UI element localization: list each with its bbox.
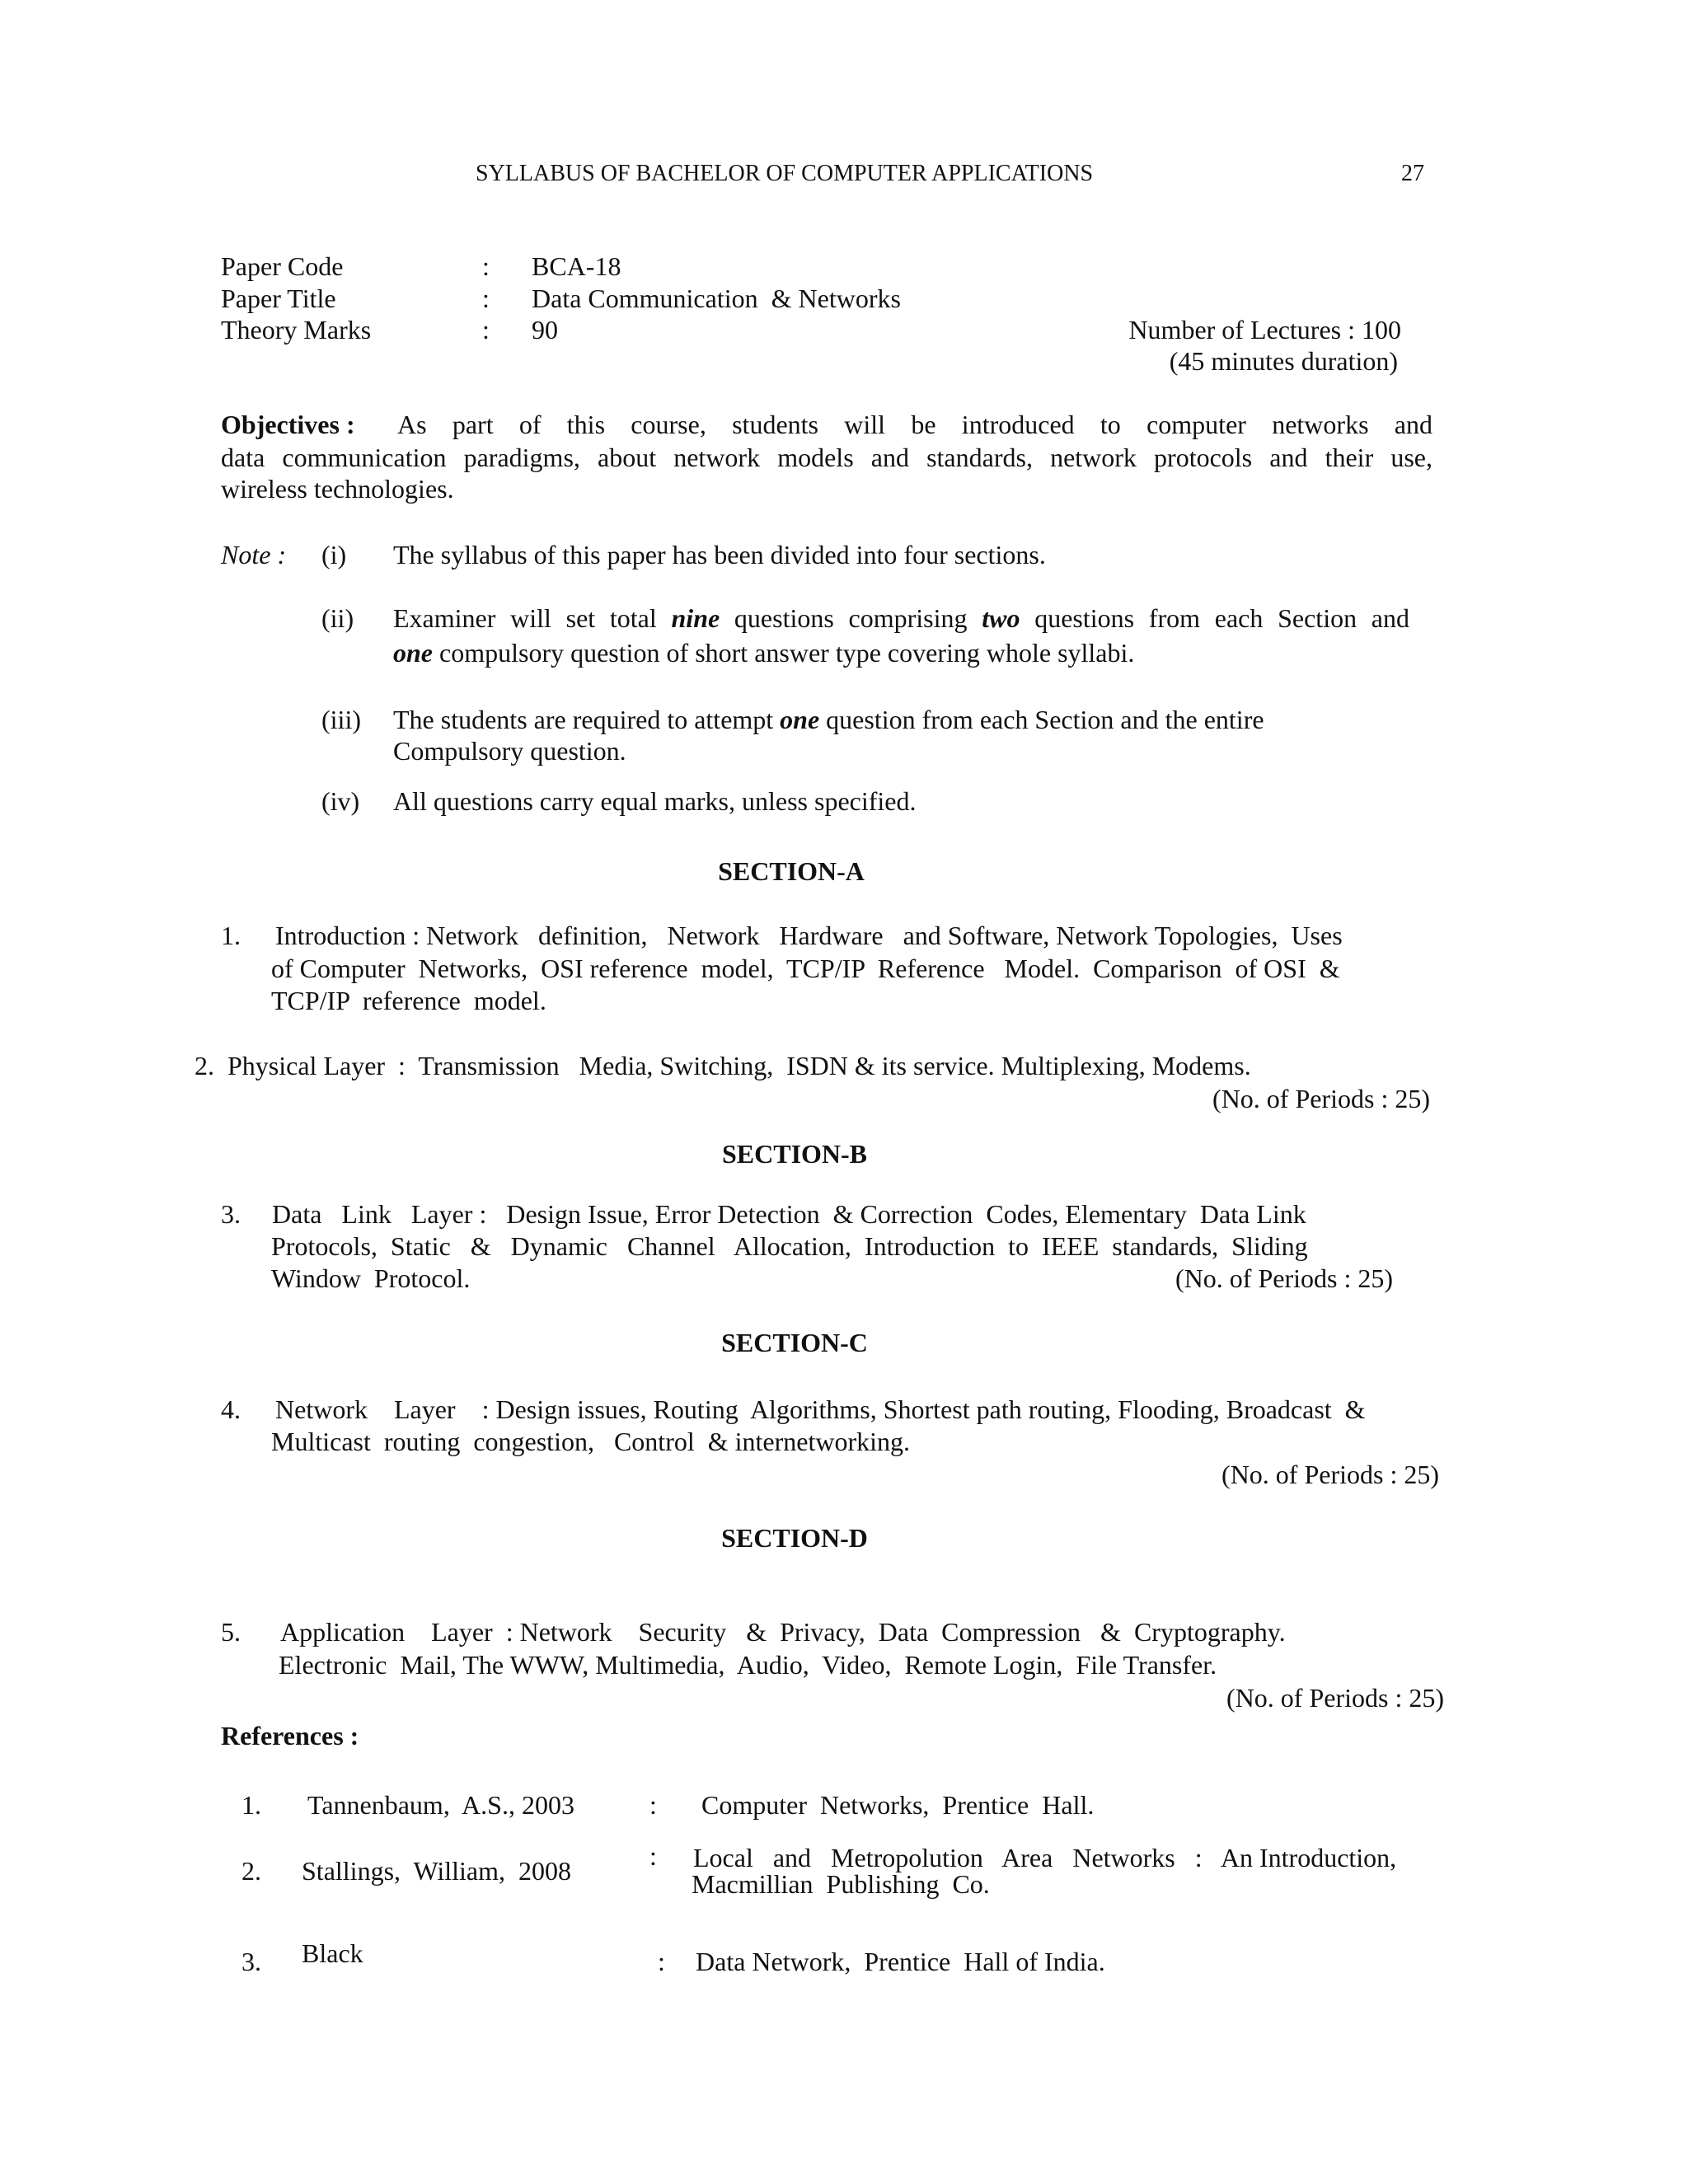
item-5-line-1: Application Layer : Network Security & Privacy, Data Compression & Cryptography. [280, 1617, 1286, 1647]
reference-3-title: Data Network, Prentice Hall of India. [696, 1947, 1105, 1976]
number-of-lectures: Number of Lectures : 100 [1128, 315, 1401, 344]
item-3-line-3: Window Protocol. [271, 1263, 471, 1293]
reference-1-number: 1. [241, 1790, 261, 1820]
reference-2-separator: : [649, 1841, 657, 1871]
paper-code-separator: : [482, 251, 490, 281]
paper-code-value: BCA-18 [532, 251, 621, 281]
item-1-line-2: of Computer Networks, OSI reference model, TCP/IP Reference Model. Comparison of OSI & [271, 954, 1340, 983]
theory-marks-label: Theory Marks [221, 315, 372, 344]
section-d-heading: SECTION-D [721, 1523, 868, 1553]
theory-marks-value: 90 [532, 315, 558, 344]
note-ii-number: (ii) [321, 603, 354, 633]
lecture-duration: (45 minutes duration) [1169, 346, 1398, 376]
running-header-title: SYLLABUS OF BACHELOR OF COMPUTER APPLICATIONS [476, 161, 1094, 186]
reference-1-title: Computer Networks, Prentice Hall. [701, 1790, 1095, 1820]
item-1-number: 1. [221, 921, 241, 950]
objectives-label: Objectives : [221, 410, 355, 439]
item-5-periods: (No. of Periods : 25) [1226, 1683, 1444, 1713]
note-iv-text: All questions carry equal marks, unless specified. [393, 786, 917, 816]
theory-marks-separator: : [482, 315, 490, 344]
note-i-number: (i) [321, 540, 347, 569]
item-4-periods: (No. of Periods : 25) [1221, 1460, 1439, 1489]
objectives-line-1: As part of this course, students will be introduced to computer networks and [397, 410, 1432, 439]
item-3-periods: (No. of Periods : 25) [1175, 1263, 1393, 1293]
item-2-line-1: 2. Physical Layer : Transmission Media, Switching, ISDN & its service. Multiplexing, Modems. [195, 1051, 1251, 1080]
item-4-line-1: Network Layer : Design issues, Routing Algorithms, Shortest path routing, Flooding, Broadcast & [275, 1394, 1366, 1424]
references-heading: References : [221, 1721, 359, 1750]
item-5-number: 5. [221, 1617, 241, 1647]
reference-1-author: Tannenbaum, A.S., 2003 [307, 1790, 574, 1820]
note-i-text: The syllabus of this paper has been divided into four sections. [393, 540, 1046, 569]
item-1-line-1: Introduction : Network definition, Network Hardware and Software, Network Topologies, Uses [275, 921, 1343, 950]
item-3-number: 3. [221, 1199, 241, 1229]
item-4-number: 4. [221, 1394, 241, 1424]
note-ii-line-1: Examiner will set total nine questions comprising two questions from each Section and [393, 603, 1410, 633]
reference-3-author: Black [302, 1938, 363, 1968]
note-iii-line-2: Compulsory question. [393, 736, 626, 766]
item-4-line-2: Multicast routing congestion, Control & internetworking. [271, 1427, 911, 1456]
reference-2-number: 2. [241, 1856, 261, 1886]
paper-title-label: Paper Title [221, 284, 336, 313]
item-1-line-3: TCP/IP reference model. [271, 986, 546, 1015]
note-label: Note : [221, 540, 287, 569]
reference-2-title-line-1: Local and Metropolution Area Networks : An Introduction, [693, 1843, 1397, 1872]
note-iii-line-1: The students are required to attempt one question from each Section and the entire [393, 705, 1264, 734]
note-ii-line-2: one compulsory question of short answer type covering whole syllabi. [393, 638, 1135, 668]
paper-title-value: Data Communication & Networks [532, 284, 901, 313]
section-a-heading: SECTION-A [718, 856, 865, 886]
item-3-line-1: Data Link Layer : Design Issue, Error Detection & Correction Codes, Elementary Data Link [272, 1199, 1306, 1229]
note-iii-number: (iii) [321, 705, 361, 734]
reference-2-title-line-2: Macmillian Publishing Co. [692, 1869, 990, 1899]
objectives-line-2: data communication paradigms, about network models and standards, network protocols and their use, [221, 443, 1432, 472]
page-number: 27 [1401, 161, 1424, 186]
item-5-line-2: Electronic Mail, The WWW, Multimedia, Audio, Video, Remote Login, File Transfer. [279, 1650, 1217, 1680]
section-c-heading: SECTION-C [721, 1328, 868, 1357]
reference-1-separator: : [649, 1790, 657, 1820]
paper-code-label: Paper Code [221, 251, 344, 281]
item-2-periods: (No. of Periods : 25) [1212, 1084, 1430, 1113]
section-b-heading: SECTION-B [721, 1139, 868, 1169]
objectives-line-3: wireless technologies. [221, 474, 454, 504]
reference-3-number: 3. [241, 1947, 261, 1976]
reference-3-separator: : [658, 1947, 665, 1976]
paper-title-separator: : [482, 284, 490, 313]
item-3-line-2: Protocols, Static & Dynamic Channel Allocation, Introduction to IEEE standards, Sliding [271, 1231, 1308, 1261]
note-iv-number: (iv) [321, 786, 360, 816]
reference-2-author: Stallings, William, 2008 [302, 1856, 572, 1886]
